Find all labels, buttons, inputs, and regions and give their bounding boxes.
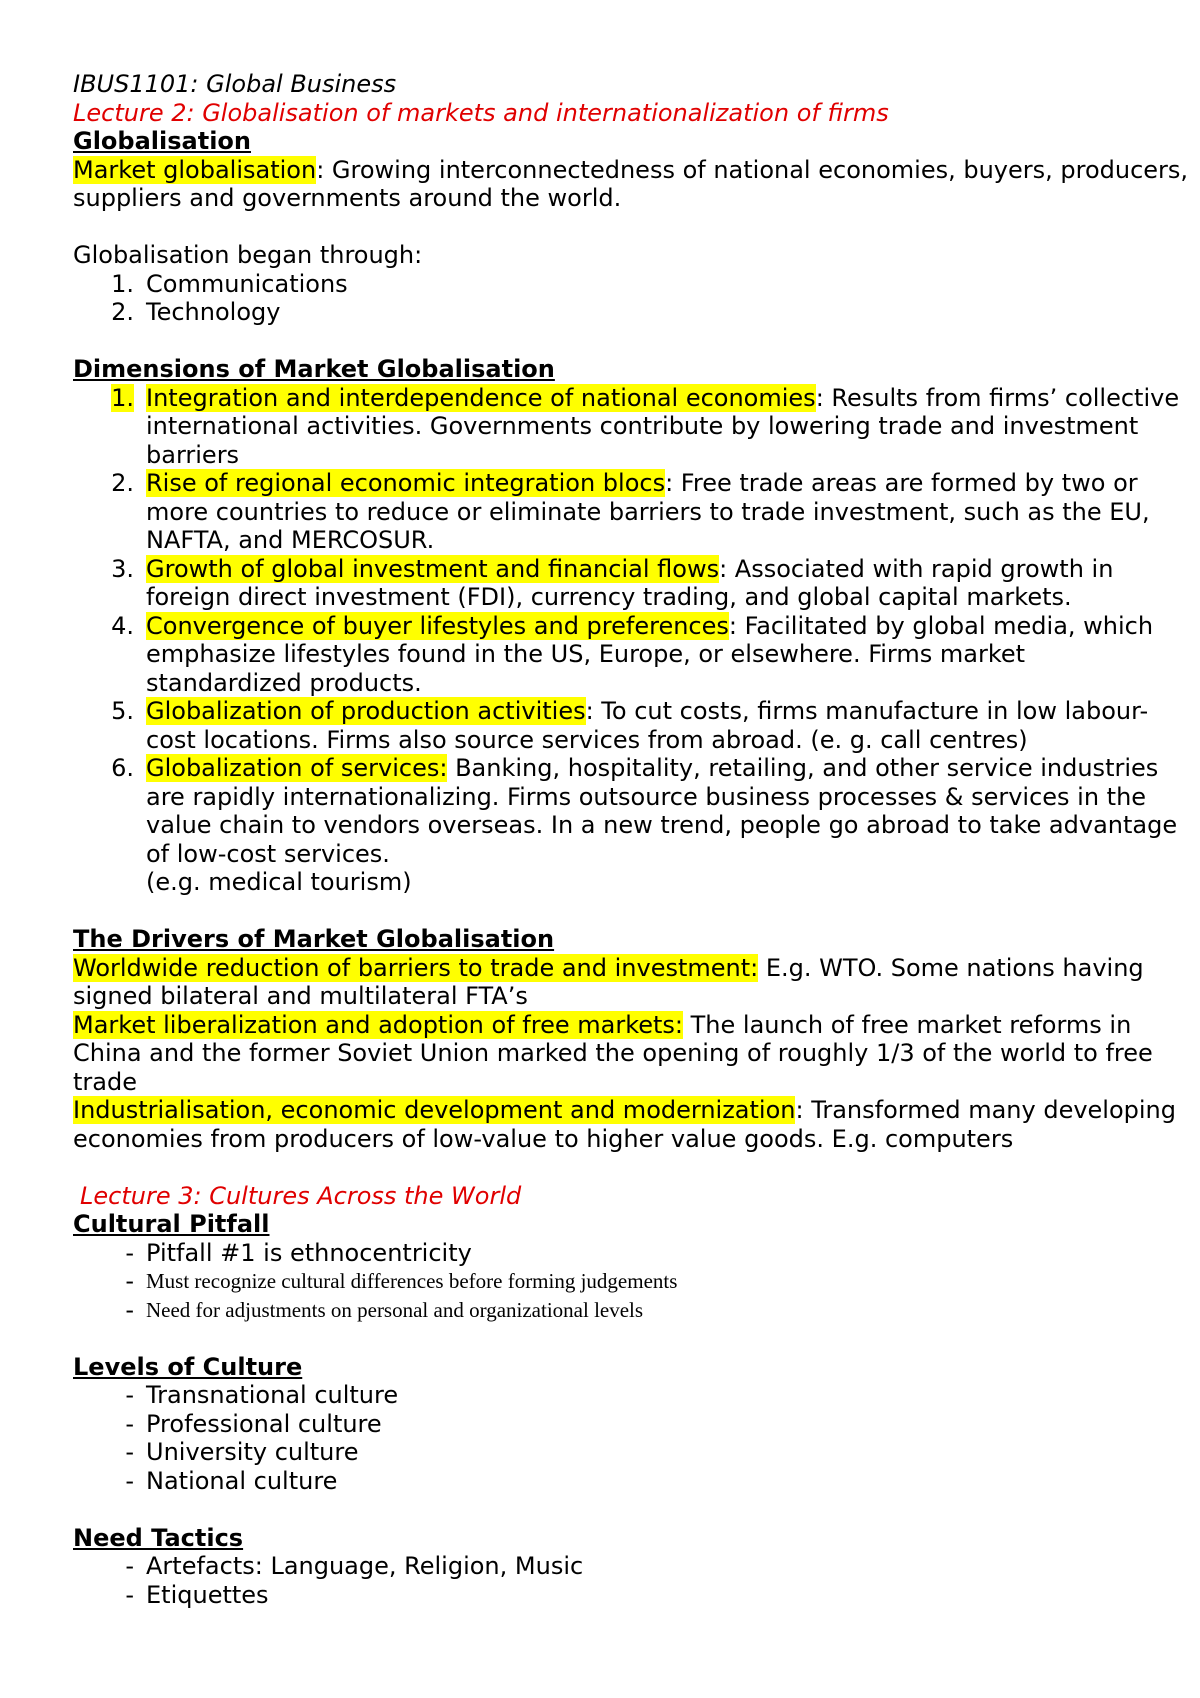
list-item (73, 270, 1200, 299)
list-item-text: Pitfall #1 is ethnocentricity (146, 1238, 472, 1267)
list-item-text: National culture (146, 1466, 338, 1495)
highlighted-term: Globalization of services: (146, 754, 448, 782)
list-item (73, 555, 1200, 612)
list-item (73, 612, 1200, 698)
lecture-2-title: Lecture 2: Globalisation of markets and internationalization of firms (73, 98, 889, 127)
driver-paragraph: Worldwide reduction of barriers to trade and investment: E.g. WTO. Some nations having signed bilateral and multilateral FTA’s (73, 953, 1144, 1010)
course-title: IBUS1101: Global Business (73, 70, 397, 98)
list-marker: - (125, 1438, 134, 1466)
list-marker: - (125, 1238, 134, 1267)
list-item (73, 1552, 1200, 1581)
list-marker: 2. (111, 469, 134, 497)
list-marker: 6. (111, 754, 134, 782)
list-marker: 3. (111, 554, 134, 583)
highlighted-term: Growth of global investment and financial flows (146, 554, 720, 583)
need-tactics-heading: Need Tactics (73, 1523, 244, 1552)
highlighted-term: Market liberalization and adoption of free markets: (73, 1010, 683, 1039)
highlighted-term: Rise of regional economic integration blocs (146, 469, 666, 497)
list-item-text: Communications (146, 269, 348, 298)
list-marker: - (125, 1381, 134, 1409)
highlighted-term: Globalization of production activities (146, 697, 586, 725)
highlighted-term: Market globalisation (73, 155, 317, 184)
list-marker: - (125, 1580, 134, 1609)
driver-paragraph: Industrialisation, economic development and modernization: Transformed many developing economies from producers of low-value to higher value goods. E.g. computers (73, 1096, 1177, 1153)
globalisation-heading: Globalisation (73, 127, 251, 155)
highlighted-term: Industrialisation, economic development and modernization (73, 1096, 796, 1124)
list-item (73, 1467, 1200, 1496)
list-marker: - (125, 1409, 134, 1438)
lecture-3-title: Lecture 3: Cultures Across the World (80, 1181, 522, 1210)
highlighted-term: Integration and interdependence of national economies (146, 383, 816, 412)
list-item-text: Must recognize cultural differences before forming judgements (146, 1269, 678, 1293)
list-item (73, 1267, 1200, 1296)
list-item (73, 384, 1200, 470)
list-item-text: Need for adjustments on personal and organizational levels (146, 1297, 644, 1322)
list-item (73, 1438, 1200, 1467)
list-item (73, 1581, 1200, 1610)
list-marker: 4. (111, 611, 134, 640)
list-item-text: Professional culture (146, 1409, 382, 1438)
dimensions-heading: Dimensions of Market Globalisation (73, 355, 555, 383)
globalisation-began-intro: Globalisation began through: (73, 241, 423, 269)
example-note: (e.g. medical tourism) (146, 868, 412, 896)
cultural-pitfall-heading: Cultural Pitfall (73, 1210, 270, 1238)
list-item (73, 754, 1200, 897)
list-marker: - (125, 1466, 134, 1495)
list-item-text: Etiquettes (146, 1580, 269, 1609)
list-item (73, 469, 1200, 555)
list-item (73, 1410, 1200, 1439)
highlighted-term: Worldwide reduction of barriers to trade and investment: (73, 953, 759, 982)
drivers-heading: The Drivers of Market Globalisation (73, 925, 555, 953)
list-item (73, 1381, 1200, 1410)
list-item-text: Transnational culture (146, 1381, 399, 1409)
list-item-text: University culture (146, 1438, 359, 1466)
list-item-text: Technology (146, 298, 281, 326)
list-item (73, 298, 1200, 327)
driver-paragraph: Market liberalization and adoption of free markets: The launch of free market reforms in China and the former Soviet Union marked the opening of roughly 1/3 of the world to free trade (73, 1010, 1153, 1096)
list-marker: 1. (111, 383, 134, 412)
list-item (73, 1296, 1200, 1325)
list-marker: - (125, 1552, 134, 1580)
list-item-text: Globalization of services: Banking, hospitality, retailing, and other service industries are rapidly internationalizing. Firms outsource business processes & services in the value chain to vendors overseas. In a new trend, people go abroad to take advantage of low-cost services. (e.g. medical tourism) (146, 754, 1178, 896)
levels-of-culture-heading: Levels of Culture (73, 1352, 303, 1381)
market-globalisation-definition (73, 156, 1200, 213)
list-item-text: Integration and interdependence of national economies: Results from firms’ collective international activities. Governments contribute by lowering trade and investment barriers (146, 383, 1180, 469)
list-item-text: Globalization of production activities: To cut costs, firms manufacture in low labour-cost locations. Firms also source services from abroad. (e. g. call centres) (146, 697, 1149, 754)
list-marker: 1. (111, 269, 134, 298)
list-marker: - (125, 1267, 134, 1295)
list-item-text: Growth of global investment and financial flows: Associated with rapid growth in foreign direct investment (FDI), currency trading, and global capital markets. (146, 554, 1114, 611)
list-item-text: Convergence of buyer lifestyles and preferences: Facilitated by global media, which emphasize lifestyles found in the US, Europe, or elsewhere. Firms market standardized products. (146, 611, 1154, 697)
list-item-text: Artefacts: Language, Religion, Music (146, 1552, 584, 1580)
list-item (73, 697, 1200, 754)
highlighted-term: Convergence of buyer lifestyles and preferences (146, 611, 729, 640)
list-marker: - (125, 1295, 134, 1324)
list-item (73, 1239, 1200, 1268)
definition-text: : Growing interconnectedness of national economies, buyers, producers, suppliers and governments around the world. (73, 155, 1189, 212)
list-marker: 5. (111, 697, 134, 725)
list-item-text: Rise of regional economic integration blocs: Free trade areas are formed by two or more countries to reduce or eliminate barriers to trade investment, such as the EU, NAFTA, and MERCOSUR. (146, 469, 1150, 554)
list-marker: 2. (111, 298, 134, 326)
